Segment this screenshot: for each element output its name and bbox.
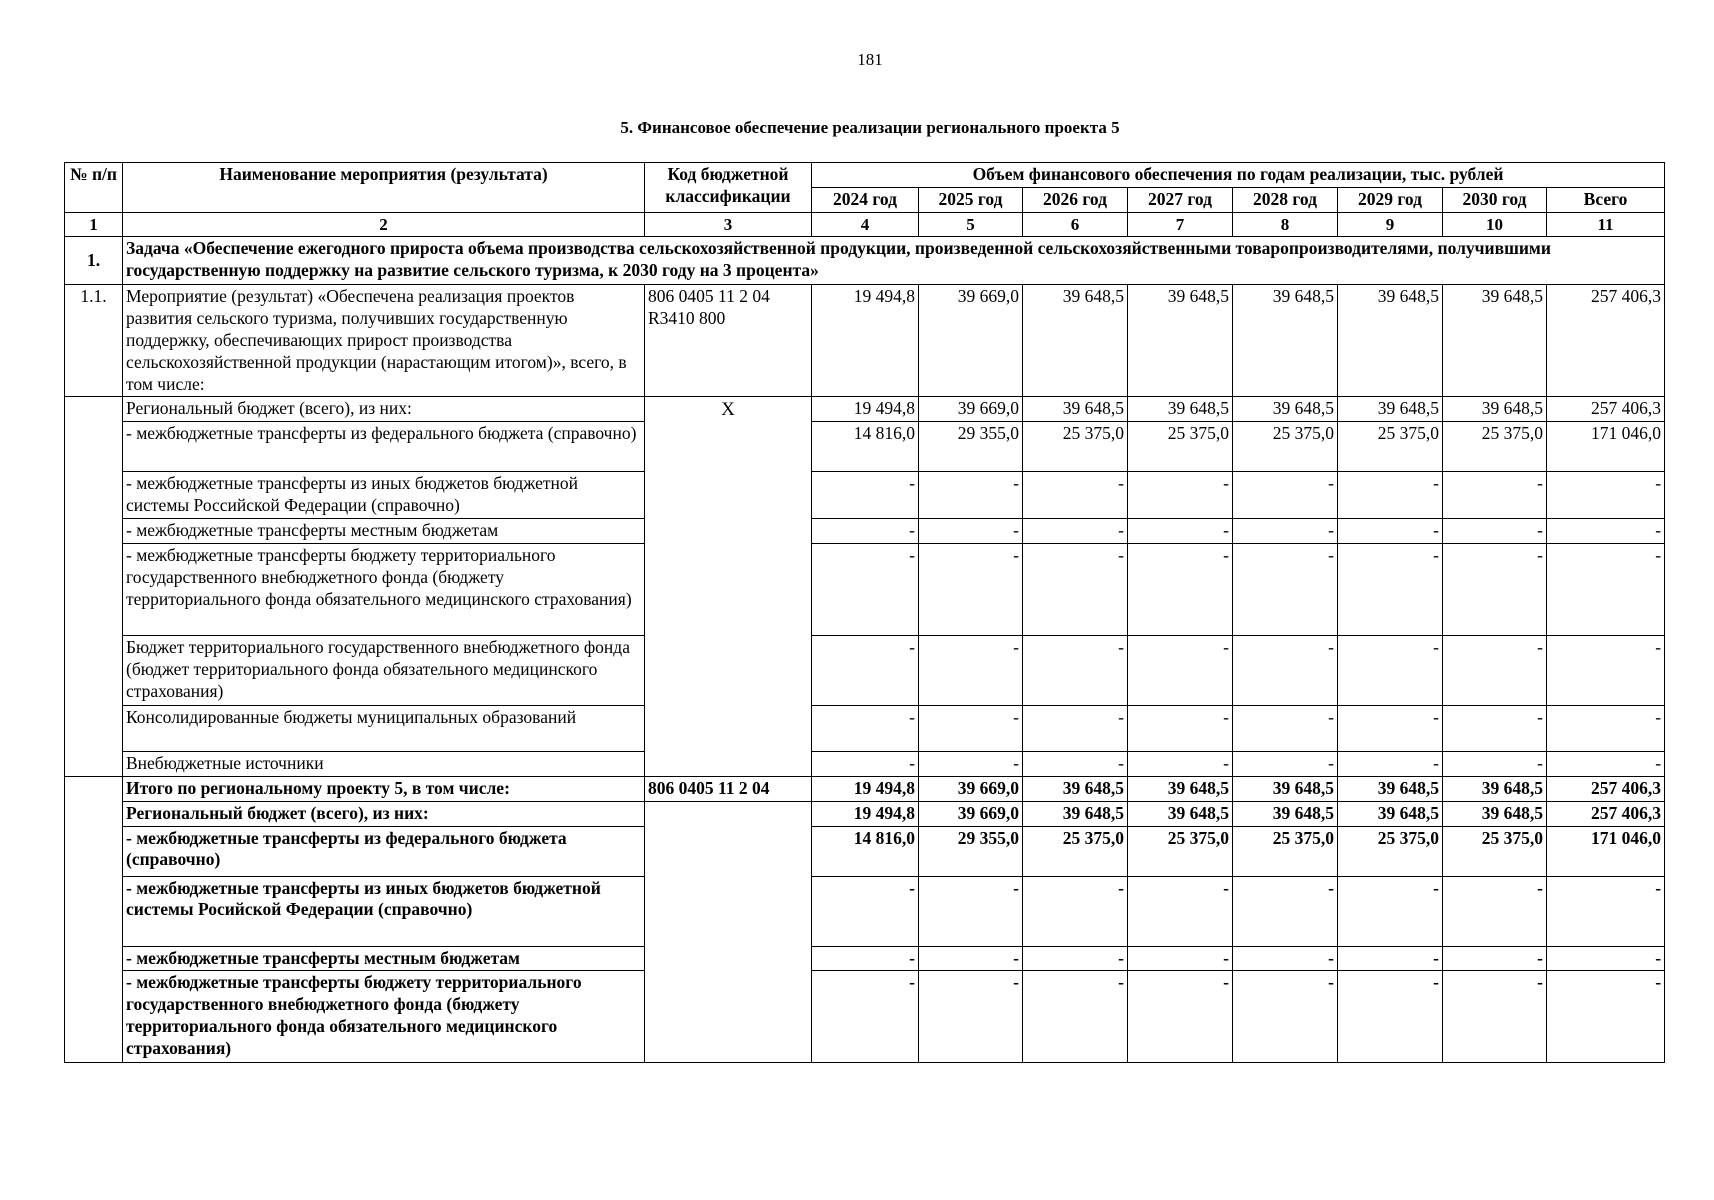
amount-cell: 25 375,0	[1128, 826, 1233, 876]
empty-code-cell	[645, 801, 812, 1063]
amount-cell: -	[1233, 519, 1338, 544]
amount-cell: 39 648,5	[1128, 801, 1233, 826]
measure-number: 1.1.	[65, 285, 123, 397]
page-number: 181	[857, 50, 883, 69]
amount-cell: -	[1338, 543, 1443, 635]
amount-cell: 25 375,0	[1128, 422, 1233, 472]
amount-cell: 39 648,5	[1023, 776, 1128, 801]
total-row	[65, 776, 1665, 801]
amount-cell: 39 648,5	[1233, 801, 1338, 826]
index-cell: 3	[645, 212, 812, 236]
amount-cell: -	[1128, 519, 1233, 544]
amount-cell: -	[1233, 751, 1338, 776]
header-year: 2025 год	[919, 187, 1023, 212]
amount-cell: -	[1233, 876, 1338, 946]
amount-cell: -	[1338, 751, 1443, 776]
funding-source-name: - межбюджетные трансферты бюджету территориального государственного внебюджетного фонда (бюджету территориального фонда обязательного медицинского страхования)	[123, 543, 645, 635]
amount-cell: -	[812, 971, 919, 1063]
amount-cell: -	[1547, 543, 1665, 635]
amount-cell: -	[812, 705, 919, 751]
amount-cell: 39 648,5	[1233, 397, 1338, 422]
amount-cell: 25 375,0	[1233, 826, 1338, 876]
funding-row	[65, 472, 1665, 519]
header-name: Наименование мероприятия (результата)	[123, 163, 645, 213]
index-cell: 4	[812, 212, 919, 236]
task-number: 1.	[65, 237, 123, 285]
index-cell: 1	[65, 212, 123, 236]
amount-cell: 39 648,5	[1128, 776, 1233, 801]
total-funding-row	[65, 801, 1665, 826]
amount-cell: 29 355,0	[919, 826, 1023, 876]
index-cell: 11	[1547, 212, 1665, 236]
total-funding-row	[65, 971, 1665, 1063]
amount-cell: -	[1338, 971, 1443, 1063]
amount-cell: -	[919, 519, 1023, 544]
funding-row	[65, 543, 1665, 635]
funding-row	[65, 422, 1665, 472]
amount-cell: -	[919, 946, 1023, 971]
amount-cell: -	[1443, 472, 1547, 519]
amount-cell: 39 648,5	[1338, 285, 1443, 397]
amount-cell: -	[1233, 635, 1338, 705]
amount-cell: -	[1547, 519, 1665, 544]
amount-cell: -	[1023, 472, 1128, 519]
amount-cell: -	[1443, 635, 1547, 705]
amount-cell: -	[1023, 519, 1128, 544]
amount-cell: 19 494,8	[812, 776, 919, 801]
amount-cell: -	[812, 751, 919, 776]
empty-num-cell	[65, 776, 123, 1063]
amount-cell: -	[1128, 876, 1233, 946]
header-year: 2028 год	[1233, 187, 1338, 212]
amount-cell: -	[1547, 876, 1665, 946]
amount-cell: -	[919, 635, 1023, 705]
amount-cell: -	[812, 876, 919, 946]
amount-cell: -	[1443, 519, 1547, 544]
amount-cell: -	[1338, 472, 1443, 519]
amount-cell: 39 648,5	[1338, 397, 1443, 422]
funding-source-name: - межбюджетные трансферты из федерального бюджета (справочно)	[123, 422, 645, 472]
amount-cell: 25 375,0	[1233, 422, 1338, 472]
header-volume: Объем финансового обеспечения по годам реализации, тыс. рублей	[812, 163, 1665, 188]
amount-cell: -	[1128, 543, 1233, 635]
funding-row	[65, 397, 1665, 422]
amount-cell: 39 648,5	[1338, 776, 1443, 801]
measure-code: 806 0405 11 2 04 R3410 800	[645, 285, 812, 397]
total-name: Итого по региональному проекту 5, в том числе:	[123, 776, 645, 801]
amount-cell: 25 375,0	[1023, 422, 1128, 472]
amount-cell: 39 648,5	[1233, 776, 1338, 801]
amount-cell: 171 046,0	[1547, 826, 1665, 876]
amount-cell: -	[1233, 971, 1338, 1063]
amount-cell: 39 669,0	[919, 776, 1023, 801]
amount-cell: -	[1338, 876, 1443, 946]
amount-cell: -	[1233, 543, 1338, 635]
amount-cell: 39 648,5	[1023, 801, 1128, 826]
amount-cell: 257 406,3	[1547, 801, 1665, 826]
header-year: 2029 год	[1338, 187, 1443, 212]
header-year: 2024 год	[812, 187, 919, 212]
amount-cell: -	[1547, 635, 1665, 705]
header-total: Всего	[1547, 187, 1665, 212]
funding-source-name: - межбюджетные трансферты из федерального бюджета (справочно)	[123, 826, 645, 876]
funding-row	[65, 751, 1665, 776]
amount-cell: -	[812, 543, 919, 635]
task-description: Задача «Обеспечение ежегодного прироста объема производства сельскохозяйственной продукции, произведенной сельскохозяйственными товаропроизводителями, получившими государственную поддержку на развитие сельского туризма, к 2030 году на 3 процента»	[123, 237, 1665, 285]
amount-cell: -	[1128, 635, 1233, 705]
amount-cell: -	[812, 635, 919, 705]
amount-cell: 39 648,5	[1023, 397, 1128, 422]
amount-cell: -	[812, 946, 919, 971]
total-funding-row	[65, 946, 1665, 971]
header-year: 2030 год	[1443, 187, 1547, 212]
funding-row	[65, 635, 1665, 705]
amount-cell: 25 375,0	[1338, 826, 1443, 876]
amount-cell: -	[1338, 946, 1443, 971]
amount-cell: 171 046,0	[1547, 422, 1665, 472]
funding-source-name: Внебюджетные источники	[123, 751, 645, 776]
index-cell: 6	[1023, 212, 1128, 236]
amount-cell: 25 375,0	[1443, 826, 1547, 876]
funding-source-name: - межбюджетные трансферты из иных бюджетов бюджетной системы Росийской Федерации (справочно)	[123, 876, 645, 946]
funding-source-name: - межбюджетные трансферты бюджету территориального государственного внебюджетного фонда (бюджету территориального фонда обязательного медицинского страхования)	[123, 971, 645, 1063]
amount-cell: -	[1547, 472, 1665, 519]
funding-source-name: - межбюджетные трансферты местным бюджетам	[123, 519, 645, 544]
financing-table	[64, 162, 1665, 1063]
total-funding-row	[65, 826, 1665, 876]
amount-cell: -	[1128, 971, 1233, 1063]
amount-cell: 39 648,5	[1128, 397, 1233, 422]
amount-cell: -	[919, 971, 1023, 1063]
document-title: 5. Финансовое обеспечение реализации регионального проекта 5	[620, 118, 1120, 137]
amount-cell: -	[1128, 946, 1233, 971]
amount-cell: 25 375,0	[1338, 422, 1443, 472]
measure-name: Мероприятие (результат) «Обеспечена реализация проектов развития сельского туризма, получивших государственную поддержку, обеспечивающих прирост производства сельскохозяйственной продукции (нарастающим итогом)», всего, в том числе:	[123, 285, 645, 397]
index-cell: 7	[1128, 212, 1233, 236]
amount-cell: -	[1547, 751, 1665, 776]
amount-cell: -	[1547, 946, 1665, 971]
empty-num-cell	[65, 397, 123, 776]
index-cell: 5	[919, 212, 1023, 236]
total-code: 806 0405 11 2 04	[645, 776, 812, 801]
funding-source-name: Региональный бюджет (всего), из них:	[123, 801, 645, 826]
amount-cell: 39 669,0	[919, 285, 1023, 397]
amount-cell: -	[1128, 472, 1233, 519]
code-x-mark: X	[645, 397, 812, 776]
amount-cell: 39 648,5	[1128, 285, 1233, 397]
total-funding-row	[65, 876, 1665, 946]
amount-cell: 19 494,8	[812, 397, 919, 422]
funding-source-name: - межбюджетные трансферты местным бюджетам	[123, 946, 645, 971]
amount-cell: -	[1443, 751, 1547, 776]
amount-cell: -	[1233, 946, 1338, 971]
amount-cell: -	[1233, 472, 1338, 519]
index-cell: 9	[1338, 212, 1443, 236]
amount-cell: -	[1023, 543, 1128, 635]
funding-source-name: Консолидированные бюджеты муниципальных образований	[123, 705, 645, 751]
amount-cell: -	[1023, 946, 1128, 971]
amount-cell: -	[1443, 971, 1547, 1063]
amount-cell: -	[812, 519, 919, 544]
amount-cell: 39 648,5	[1443, 397, 1547, 422]
index-cell: 10	[1443, 212, 1547, 236]
amount-cell: 257 406,3	[1547, 776, 1665, 801]
funding-source-name: Бюджет территориального государственного внебюджетного фонда (бюджет территориального фонда обязательного медицинского страхования)	[123, 635, 645, 705]
amount-cell: 39 648,5	[1443, 776, 1547, 801]
index-cell: 8	[1233, 212, 1338, 236]
funding-source-name: - межбюджетные трансферты из иных бюджетов бюджетной системы Российской Федерации (справочно)	[123, 472, 645, 519]
funding-source-name: Региональный бюджет (всего), из них:	[123, 397, 645, 422]
amount-cell: -	[919, 472, 1023, 519]
amount-cell: -	[919, 876, 1023, 946]
amount-cell: 39 648,5	[1443, 285, 1547, 397]
funding-row	[65, 519, 1665, 544]
amount-cell: -	[1443, 946, 1547, 971]
header-code: Код бюджетной классификации	[645, 163, 812, 213]
amount-cell: -	[1338, 635, 1443, 705]
amount-cell: 25 375,0	[1023, 826, 1128, 876]
amount-cell: 25 375,0	[1443, 422, 1547, 472]
header-num: № п/п	[65, 163, 123, 213]
amount-cell: 39 669,0	[919, 397, 1023, 422]
amount-cell: 39 648,5	[1443, 801, 1547, 826]
amount-cell: -	[919, 751, 1023, 776]
amount-cell: -	[1233, 705, 1338, 751]
amount-cell: -	[1338, 519, 1443, 544]
amount-cell: -	[1128, 751, 1233, 776]
amount-cell: 39 648,5	[1023, 285, 1128, 397]
header-year: 2026 год	[1023, 187, 1128, 212]
amount-cell: -	[1443, 543, 1547, 635]
amount-cell: -	[1023, 705, 1128, 751]
amount-cell: 39 648,5	[1233, 285, 1338, 397]
header-year: 2027 год	[1128, 187, 1233, 212]
amount-cell: 257 406,3	[1547, 285, 1665, 397]
amount-cell: -	[1443, 705, 1547, 751]
amount-cell: 19 494,8	[812, 285, 919, 397]
amount-cell: 257 406,3	[1547, 397, 1665, 422]
amount-cell: 14 816,0	[812, 422, 919, 472]
funding-row	[65, 705, 1665, 751]
amount-cell: 39 648,5	[1338, 801, 1443, 826]
amount-cell: 29 355,0	[919, 422, 1023, 472]
amount-cell: -	[1128, 705, 1233, 751]
amount-cell: -	[1023, 635, 1128, 705]
amount-cell: -	[1547, 705, 1665, 751]
amount-cell: 19 494,8	[812, 801, 919, 826]
amount-cell: -	[1023, 876, 1128, 946]
amount-cell: -	[1547, 971, 1665, 1063]
amount-cell: -	[1023, 971, 1128, 1063]
amount-cell: -	[812, 472, 919, 519]
amount-cell: -	[1443, 876, 1547, 946]
amount-cell: -	[1023, 751, 1128, 776]
amount-cell: -	[919, 705, 1023, 751]
amount-cell: -	[919, 543, 1023, 635]
amount-cell: 39 669,0	[919, 801, 1023, 826]
index-cell: 2	[123, 212, 645, 236]
amount-cell: -	[1338, 705, 1443, 751]
amount-cell: 14 816,0	[812, 826, 919, 876]
